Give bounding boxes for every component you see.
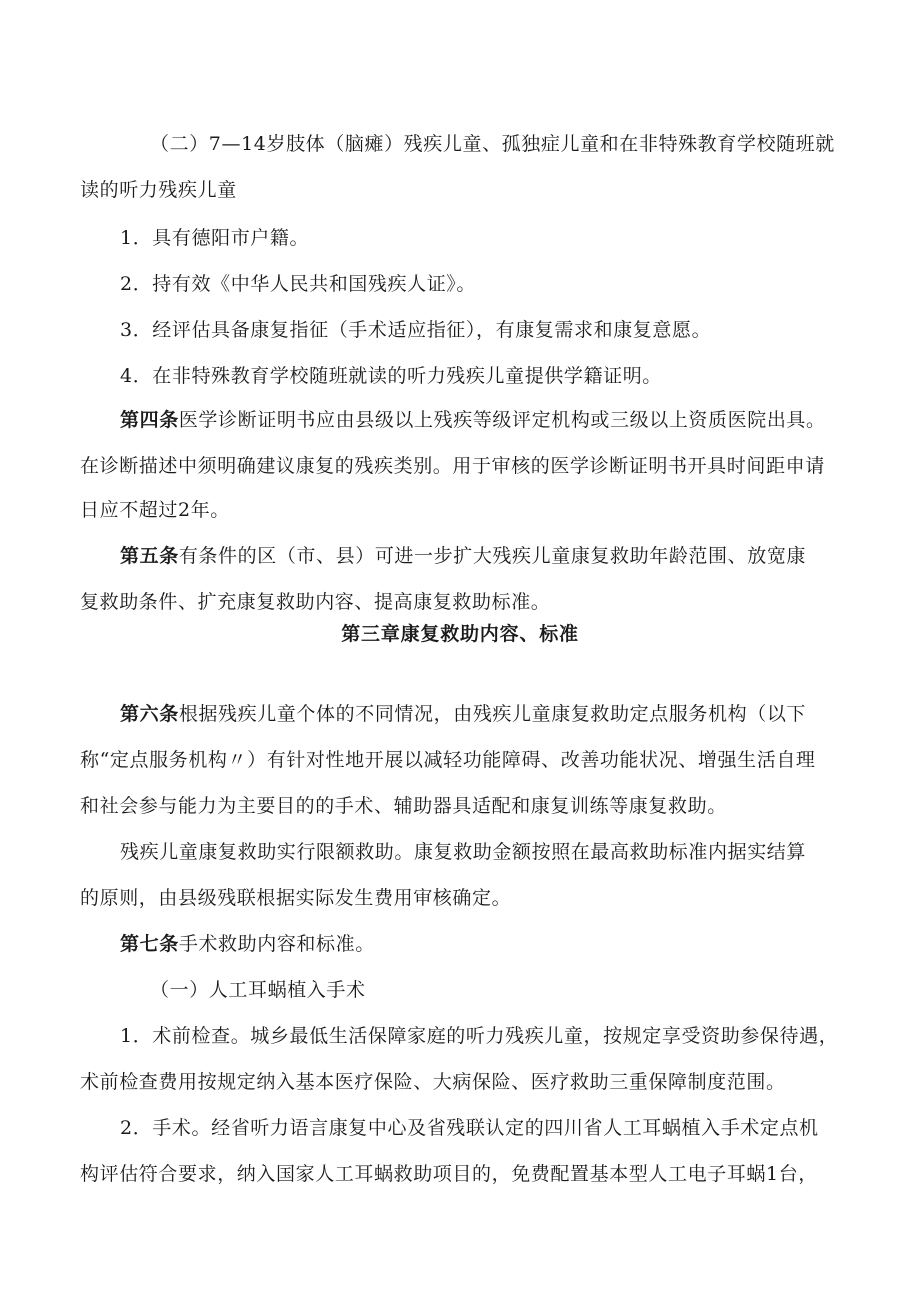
list-item: 3．经评估具备康复指征（手术适应指征），有康复需求和康复意愿。 [120, 319, 712, 341]
article-text: 有条件的区（市、县）可进一步扩大残疾儿童康复救助年龄范围、放宽康 [178, 545, 807, 567]
article-label: 第七条 [120, 933, 179, 955]
list-item: 1．术前检查。城乡最低生活保障家庭的听力残疾儿童，按规定享受资助参保待遇， [120, 1025, 839, 1047]
article-label: 第五条 [120, 545, 179, 567]
paragraph-line: 构评估符合要求，纳入国家人工耳蜗救助项目的，免费配置基本型人工电子耳蜗1台， [80, 1163, 818, 1185]
list-item: 1．具有德阳市户籍。 [120, 227, 310, 249]
list-item: 4．在非特殊教育学校随班就读的听力残疾儿童提供学籍证明。 [120, 365, 662, 387]
article-text: 医学诊断证明书应由县级以上残疾等级评定机构或三级以上资质医院出具。 [178, 409, 826, 431]
article-label: 第四条 [120, 409, 179, 431]
chapter-heading: 第三章康复救助内容、标准 [341, 623, 579, 645]
article-5-line [0, 544, 920, 568]
list-item: 2．手术。经省听力语言康复中心及省残联认定的四川省人工耳蜗植入手术定点机 [120, 1117, 819, 1139]
article-label: 第六条 [120, 703, 179, 725]
paragraph-line: 在诊断描述中须明确建议康复的残疾类别。用于审核的医学诊断证明书开具时间距申请 [80, 455, 825, 477]
paragraph-line: （二）7—14岁肢体（脑瘫）残疾儿童、孤独症儿童和在非特殊教育学校随班就 [150, 133, 835, 155]
article-text: 手术救助内容和标准。 [178, 933, 375, 955]
article-text: 根据残疾儿童个体的不同情况，由残疾儿童康复救助定点服务机构（以下 [178, 703, 807, 725]
paragraph-line: 和社会参与能力为主要目的的手术、辅助器具适配和康复训练等康复救助。 [80, 795, 727, 817]
article-7-line [0, 932, 920, 956]
paragraph-line: 读的听力残疾儿童 [80, 179, 237, 201]
paragraph-line: 复救助条件、扩充康复救助内容、提高康复救助标准。 [80, 591, 551, 613]
article-4-line [0, 408, 920, 432]
paragraph-line: 日应不超过2年。 [80, 499, 230, 521]
paragraph-line: 术前检查费用按规定纳入基本医疗保险、大病保险、医疗救助三重保障制度范围。 [80, 1071, 786, 1093]
list-item: 2．持有效《中华人民共和国残疾人证》。 [120, 273, 476, 295]
article-6-line [0, 702, 920, 726]
section-heading: （一）人工耳蜗植入手术 [150, 979, 366, 1001]
paragraph-line: 残疾儿童康复救助实行限额救助。康复救助金额按照在最高救助标准内据实结算 [120, 841, 807, 863]
paragraph-line: 的原则，由县级残联根据实际发生费用审核确定。 [80, 887, 512, 909]
paragraph-line: 称“定点服务机构〃）有针对性地开展以减轻功能障碍、改善功能状况、增强生活自理 [80, 749, 816, 771]
